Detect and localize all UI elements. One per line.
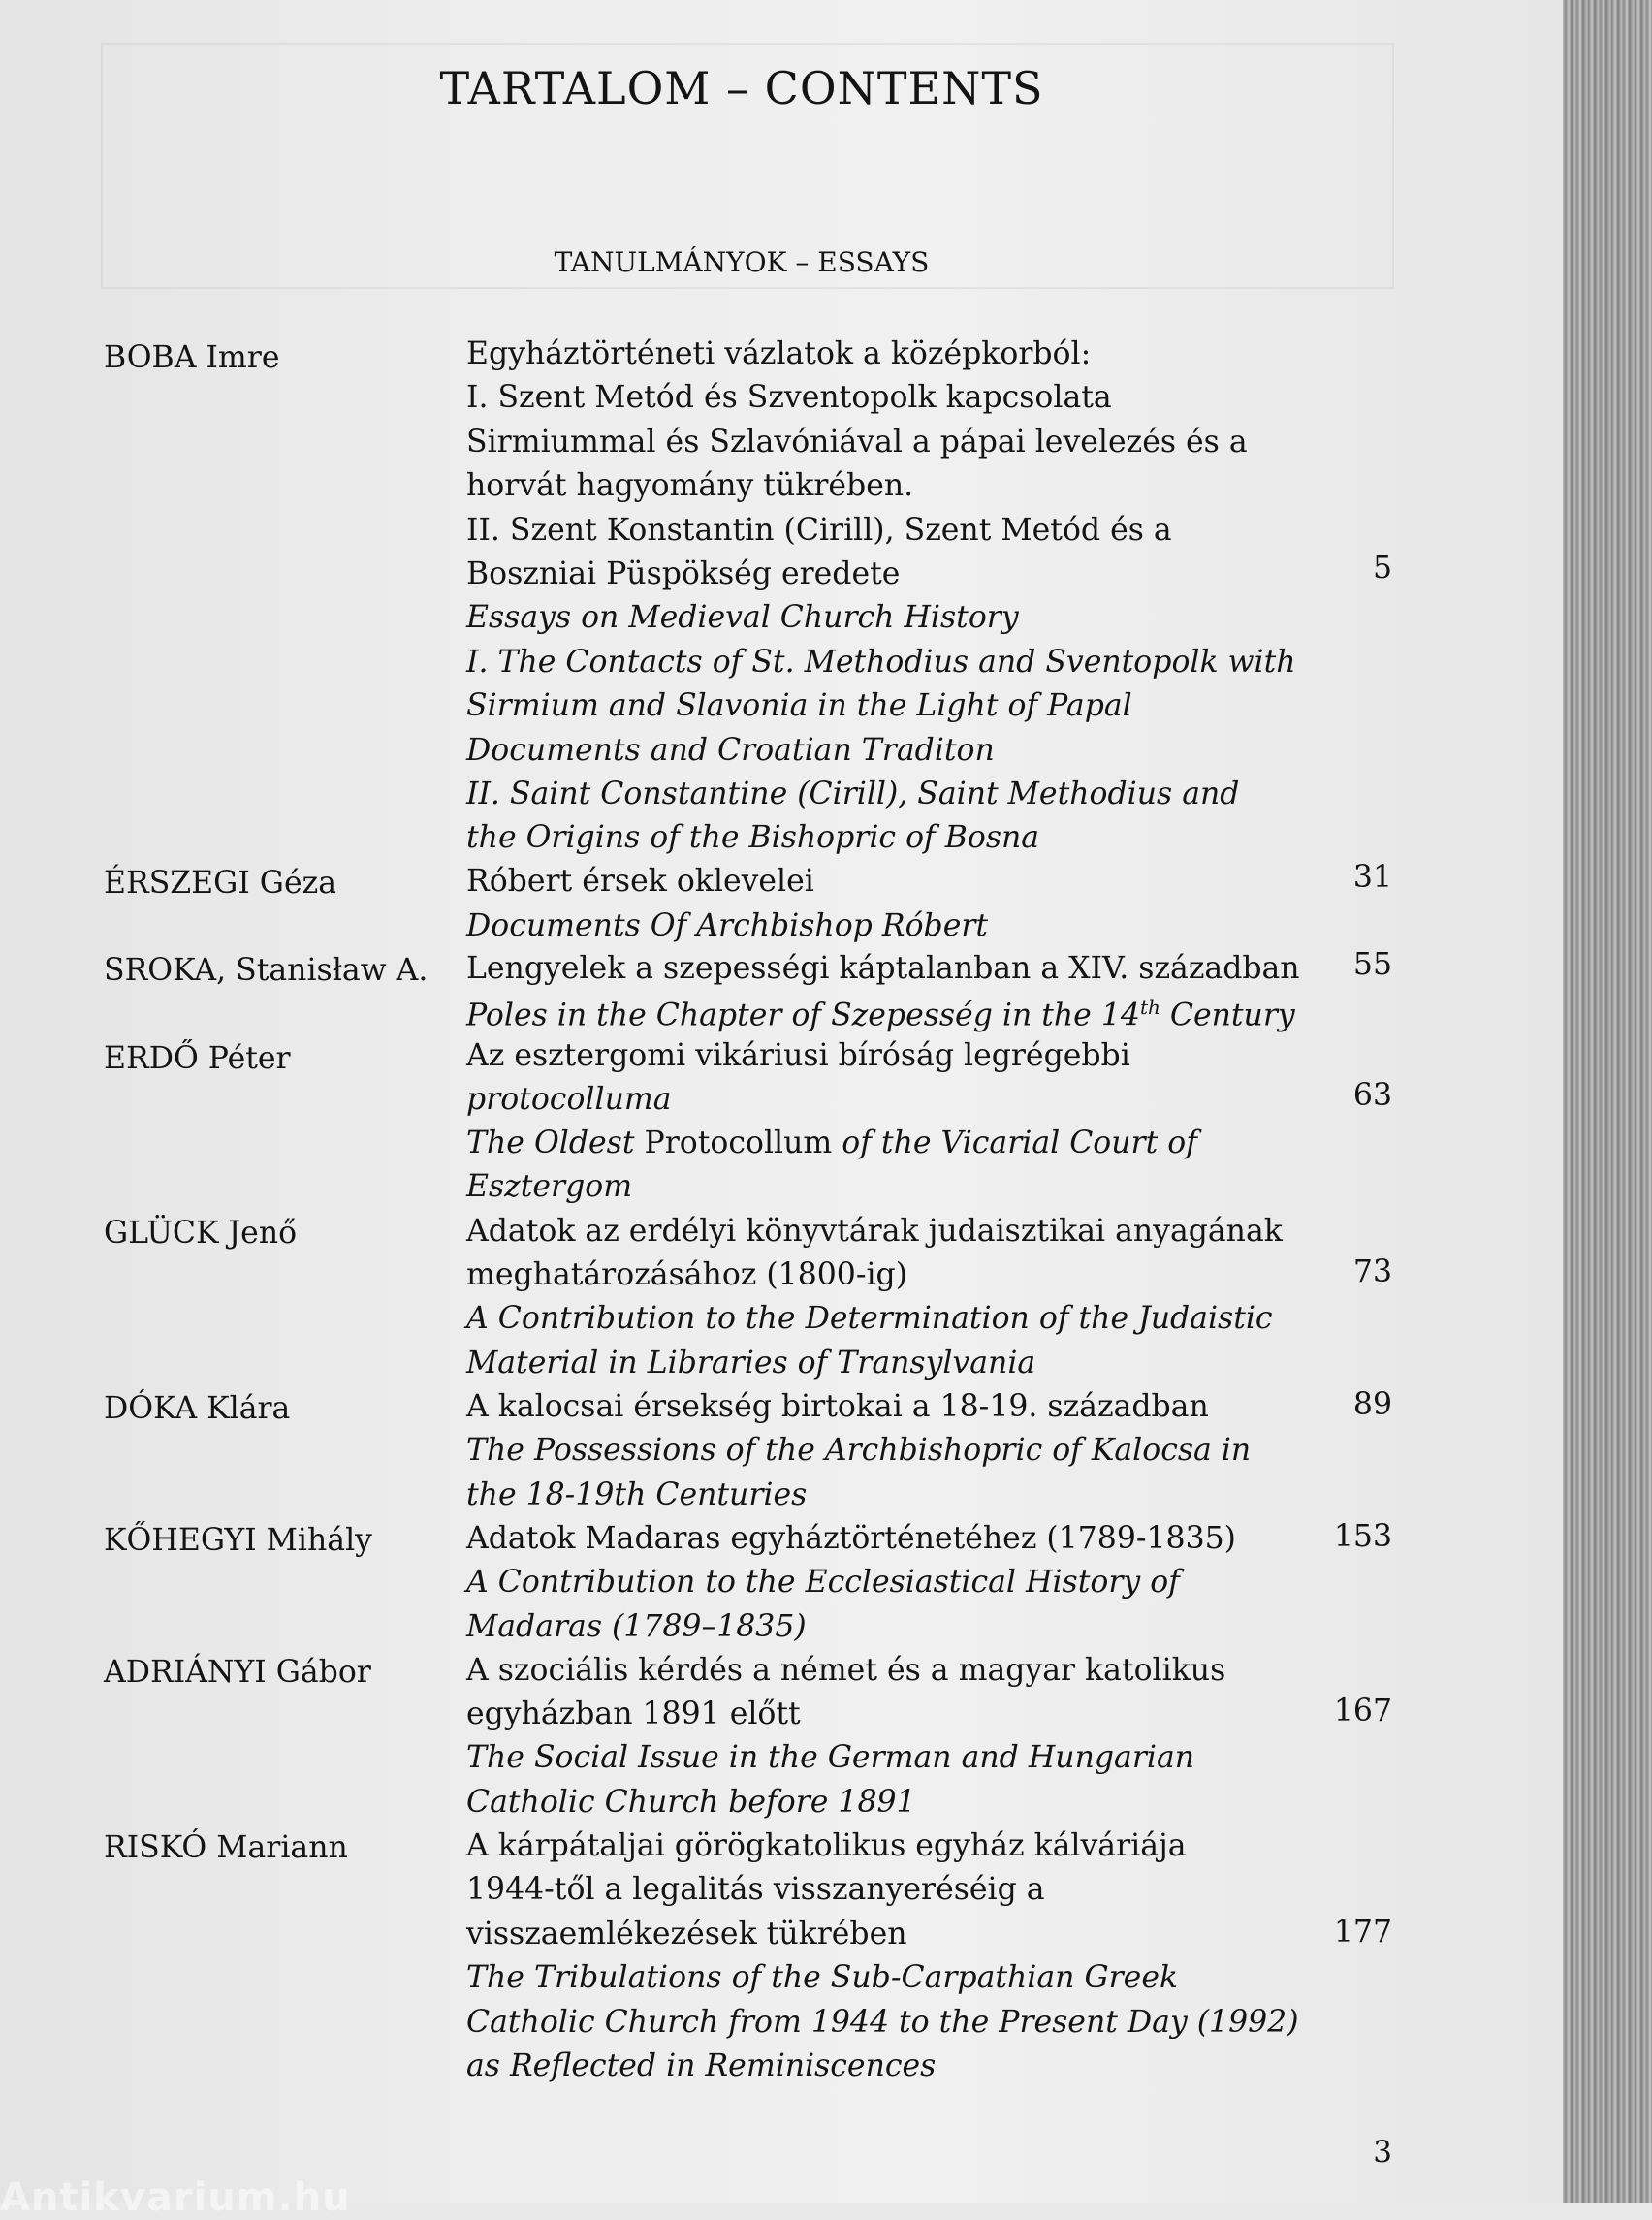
- page-title: TARTALOM – CONTENTS: [439, 62, 1044, 114]
- entry-title-line: I. Szent Metód és Szventopolk kapcsolata: [466, 380, 1112, 415]
- entry-title-line: A kárpátaljai görögkatolikus egyház kálváriája: [466, 1828, 1187, 1863]
- entry-translation-line: Material in Libraries of Transylvania: [466, 1346, 1036, 1380]
- entry-translation-line: [466, 1128, 1197, 1159]
- entry-translation-line: Esztergom: [466, 1169, 633, 1204]
- entry-title-line: Róbert érsek oklevelei: [466, 864, 814, 899]
- entry-title-line: Lengyelek a szepességi káptalanban a XIV. században: [466, 951, 1300, 986]
- entry-title-line: 1944-től a legalitás visszanyeréséig a: [466, 1872, 1045, 1907]
- entry-title-line: II. Szent Konstantin (Cirill), Szent Metód és a: [466, 513, 1172, 548]
- entry-translation-line: Catholic Church from 1944 to the Present Day (1992): [466, 2005, 1299, 2040]
- entry-author: SROKA, Stanisław A.: [104, 953, 429, 988]
- entry-translation-line: as Reflected in Reminiscences: [466, 2048, 937, 2083]
- entry-title-line: protocolluma: [466, 1082, 672, 1117]
- entry-translation-line: Madaras (1789–1835): [466, 1609, 807, 1644]
- page-number: 55: [1352, 947, 1392, 982]
- section-heading: TANULMÁNYOK – ESSAYS: [554, 246, 930, 278]
- entry-title-line: Adatok Madaras egyháztörténetéhez (1789-1835): [466, 1521, 1236, 1556]
- entry-title-line: Sirmiummal és Szlavóniával a pápai levelezés és a: [466, 425, 1248, 460]
- entry-translation-line: [466, 998, 1295, 1031]
- entry-translation-line: Essays on Medieval Church History: [466, 600, 1019, 635]
- translation-text: Poles in the Chapter of Szepesség in the 14: [466, 998, 1140, 1033]
- translation-text: The Oldest: [466, 1126, 645, 1160]
- entry-author: GLÜCK Jenő: [104, 1216, 298, 1251]
- entry-translation-line: Sirmium and Slavonia in the Light of Papal: [466, 688, 1132, 723]
- translation-text: of the Vicarial Court of: [832, 1126, 1197, 1160]
- page-number: 5: [1372, 551, 1392, 586]
- page-number: 73: [1352, 1254, 1392, 1289]
- entry-title-line: horvát hagyomány tükrében.: [466, 468, 914, 503]
- translation-text: Protocollum: [644, 1126, 833, 1160]
- entry-author: ADRIÁNYI Gábor: [104, 1655, 371, 1690]
- entry-translation-line: The Social Issue in the German and Hungarian: [466, 1740, 1195, 1775]
- translation-text: Century: [1160, 998, 1295, 1033]
- entry-translation-line: the Origins of the Bishopric of Bosna: [466, 820, 1040, 855]
- entry-author: KŐHEGYI Mihály: [104, 1523, 372, 1558]
- entry-translation-line: I. The Contacts of St. Methodius and Sventopolk with: [466, 645, 1296, 680]
- page-number: 167: [1333, 1694, 1392, 1728]
- entry-title-line: meghatározásához (1800-ig): [466, 1257, 908, 1292]
- entry-translation-line: the 18-19th Centuries: [466, 1477, 808, 1512]
- entry-title-line: A kalocsai érsekség birtokai a 18-19. században: [466, 1389, 1209, 1424]
- page-number: 63: [1352, 1078, 1392, 1113]
- watermark: Antikvarium.hu: [0, 2175, 351, 2220]
- entry-title-line: Egyháztörténeti vázlatok a középkorból:: [466, 336, 1092, 371]
- folio-number: 3: [1373, 2135, 1392, 2170]
- entry-title-line: egyházban 1891 előtt: [466, 1697, 801, 1731]
- entry-title-line: Boszniai Püspökség eredete: [466, 556, 901, 591]
- entry-author: ÉRSZEGI Géza: [104, 866, 336, 901]
- page-number: 177: [1333, 1915, 1392, 1950]
- superscript: th: [1139, 996, 1160, 1019]
- entry-author: ERDŐ Péter: [104, 1041, 291, 1076]
- entry-title-line: Adatok az erdélyi könyvtárak judaisztikai anyagának: [466, 1214, 1283, 1249]
- entry-translation-line: The Tribulations of the Sub-Carpathian Greek: [466, 1960, 1179, 1995]
- entry-translation-line: Documents Of Archbishop Róbert: [466, 908, 989, 943]
- entry-author: BOBA Imre: [104, 340, 280, 375]
- page-number: 31: [1352, 860, 1392, 895]
- entry-title-line: A szociális kérdés a német és a magyar katolikus: [466, 1653, 1226, 1688]
- entry-translation-line: The Possessions of the Archbishopric of Kalocsa in: [466, 1433, 1252, 1468]
- page-number: 89: [1352, 1387, 1392, 1422]
- entry-translation-line: A Contribution to the Ecclesiastical History of: [466, 1565, 1180, 1600]
- entry-translation-line: II. Saint Constantine (Cirill), Saint Methodius and: [466, 777, 1240, 811]
- entry-title-line: visszaemlékezések tükrében: [466, 1917, 907, 1951]
- entry-title-line: Az esztergomi vikáriusi bíróság legrégebbi: [466, 1038, 1130, 1073]
- entry-translation-line: Catholic Church before 1891: [466, 1785, 916, 1820]
- entry-translation-line: A Contribution to the Determination of the Judaistic: [466, 1301, 1273, 1336]
- page-number: 153: [1333, 1519, 1392, 1554]
- entry-author: DÓKA Klára: [104, 1391, 291, 1426]
- entry-translation-line: Documents and Croatian Traditon: [466, 733, 995, 768]
- page-edge: [1563, 0, 1652, 2203]
- entry-author: RISKÓ Mariann: [104, 1830, 348, 1865]
